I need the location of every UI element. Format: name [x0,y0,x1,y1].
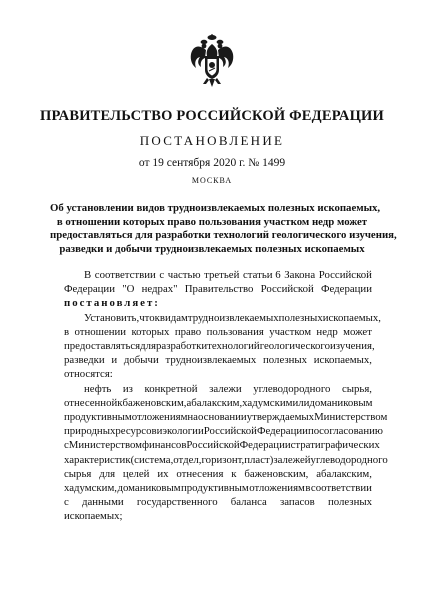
word: участком [269,325,312,338]
word: разведки [64,354,105,367]
word: продуктивным [64,411,132,424]
city: МОСКВА [191,176,233,185]
word: В [84,269,92,281]
text-line [64,311,381,325]
word: для [99,467,116,480]
word: Правительство [184,283,254,296]
word: отложениям [249,482,305,495]
word: экологии [162,425,204,438]
word: основании [197,411,247,424]
text-line [64,509,372,523]
text-line [64,481,372,495]
word: недр [316,325,338,338]
word: утверждаемых [246,411,315,424]
text-line [64,339,375,353]
word: Федерации [321,283,372,296]
word: согласованию [319,425,383,438]
word: Закона [284,269,316,281]
word: горизонт, [201,453,245,466]
word: их [157,467,169,480]
text-line [64,353,372,367]
word: ископаемых; [64,510,123,523]
document-type: ПОСТАНОВЛЕНИЕ [139,133,285,148]
word: видам [159,311,188,324]
word: в [64,325,70,338]
word: баженовским, [122,396,187,409]
word: из [122,382,133,395]
word: Министерством [314,411,388,424]
word: полезных [327,496,372,509]
word: залежей [273,453,311,466]
word: залежи [209,382,242,395]
word: конкретной [144,382,198,395]
word: полезных [278,311,323,324]
word: право [174,325,202,338]
word: Министерством [68,439,142,452]
word: с [64,439,69,452]
word: ископаемых, [322,311,381,324]
text-line [64,367,372,381]
title-line: предоставляться для разработки технологий геологического изучения, [50,229,397,242]
word: к [117,396,123,409]
text-line [64,382,372,396]
word: геологического [259,340,330,353]
word: абалакским, [186,396,243,409]
word: по [307,425,320,438]
coat-of-arms-icon [189,34,235,88]
word: запасов [280,496,315,509]
word: природных [64,425,116,438]
word: данными [81,496,124,509]
word: на [187,411,198,424]
text-line [64,282,372,296]
word: продуктивным [181,482,249,495]
word: трудноизвлекаемых [187,311,279,324]
word: или [292,396,310,409]
text-line [64,325,372,339]
word: трудноизвлекаемых [165,354,257,367]
date-and-number: от 19 сентября 2020 г. № 1499 [138,157,286,169]
word: Федерации [256,425,308,438]
text-line [64,424,383,438]
word: Российской [260,283,314,296]
text-line [64,410,388,424]
word: отношении [74,325,127,338]
word: предоставляться [64,340,141,353]
word: изучения, [329,340,375,353]
word: хадумским, [64,482,117,495]
word: отложениям [131,411,188,424]
word: целей [122,467,150,480]
word: с [159,269,165,281]
text-line [64,495,372,509]
word: к [231,467,237,480]
title-line: разведки и добычи трудноизвлекаемых полезных ископаемых [59,242,365,255]
word: пласт) [244,453,274,466]
word: государственного [136,496,218,509]
word: и [111,354,118,367]
text-line [64,268,372,282]
word: углеводородного [310,453,388,466]
word: Федерации [239,439,291,452]
word: которых [131,325,170,338]
word: Российской [318,269,372,281]
word: к [154,311,160,324]
word: и [156,425,163,438]
word: ресурсов [115,425,157,438]
word: для [140,340,156,353]
word: баженовским, [244,467,309,480]
word: разработки [156,340,208,353]
word: Установить, [84,311,140,324]
word: характеристик [64,453,131,466]
word: Российской [203,425,257,438]
word: ископаемых, [313,354,372,367]
word: частью [167,269,201,281]
text-line [64,453,388,467]
title-line: Об установлении видов трудноизвлекаемых полезных ископаемых, [50,202,381,214]
word: доманиковым [309,396,373,409]
document-title [50,202,397,256]
word: финансов [142,439,187,452]
word: технологий [207,340,260,353]
word: недрах" [141,283,178,296]
word: отнесения [176,467,224,480]
word: нефть [84,382,112,395]
word: статьи 6 [242,269,281,281]
word: отдел, [173,453,202,466]
word: относятся: [64,368,113,381]
word: отнесенной [64,396,118,409]
title-line: в отношении которых право пользования участком недр может [56,215,368,228]
word: доманиковым [117,482,181,495]
word: может [343,325,372,338]
word: полезных [263,354,308,367]
word: сырья, [341,382,372,395]
decree-word: постановляет: [64,297,160,310]
word: "О [122,283,135,296]
text-line [64,438,380,452]
word: Федерации [64,283,115,296]
text-line [64,467,372,481]
document-body [64,268,388,524]
word: абалакским, [316,467,372,480]
text-line [64,296,372,310]
word: соответствии [310,482,372,495]
word: третьей [204,269,240,281]
word: в [305,482,311,495]
word: добычи [123,354,159,367]
word: что [139,311,155,324]
government-name: ПРАВИТЕЛЬСТВО РОССИЙСКОЙ ФЕДЕРАЦИИ [39,108,385,124]
word: соответствии [94,269,156,281]
word: хадумским [242,396,293,409]
word: с [64,496,69,509]
word: баланса [230,496,267,509]
word: пользования [206,325,264,338]
word: углеводородного [253,382,331,395]
text-line [64,396,372,410]
word: стратиграфических [290,439,380,452]
word: Российской [186,439,240,452]
word: (система, [130,453,174,466]
word: сырья [64,467,92,480]
